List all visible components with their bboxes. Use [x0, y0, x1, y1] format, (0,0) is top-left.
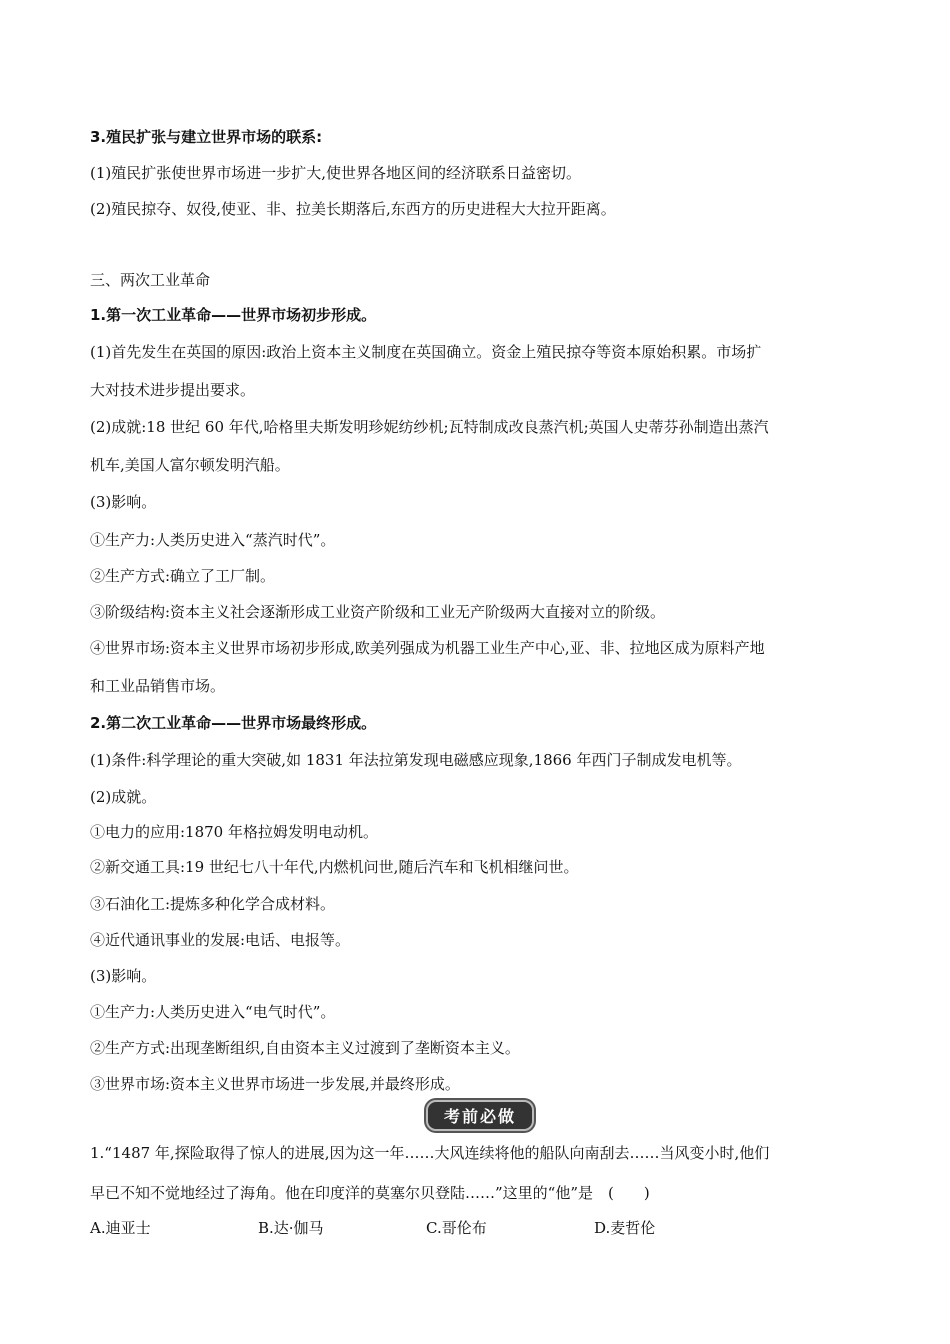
list-item: ④近代通讯事业的发展:电话、电报等。 — [90, 931, 351, 949]
option-d[interactable]: D.麦哲伦 — [594, 1219, 656, 1237]
list-item: ②生产方式:出现垄断组织,自由资本主义过渡到了垄断资本主义。 — [90, 1039, 520, 1057]
paragraph: (1)条件:科学理论的重大突破,如 1831 年法拉第发现电磁感应现象,1866 年西门子制成发电机等。 — [90, 751, 742, 769]
question-text: 1.“1487 年,探险取得了惊人的进展,因为这一年……大风连续将他的船队向南刮去……当风变小时,他们 — [90, 1144, 770, 1162]
list-item: ②新交通工具:19 世纪七八十年代,内燃机问世,随后汽车和飞机相继问世。 — [90, 858, 579, 876]
answer-options — [90, 1218, 870, 1240]
paragraph: 机车,美国人富尔顿发明汽船。 — [90, 456, 290, 474]
list-item: ③世界市场:资本主义世界市场进一步发展,并最终形成。 — [90, 1075, 460, 1093]
badge-container — [90, 1100, 870, 1130]
section-heading-second-revolution: 2.第二次工业革命——世界市场最终形成。 — [90, 714, 377, 732]
section-heading-colonial-links: 3.殖民扩张与建立世界市场的联系: — [90, 128, 323, 146]
option-a[interactable]: A.迪亚士 — [90, 1219, 151, 1237]
paragraph: (3)影响。 — [90, 493, 157, 511]
list-item: ②生产方式:确立了工厂制。 — [90, 567, 276, 585]
list-item: ③阶级结构:资本主义社会逐渐形成工业资产阶级和工业无产阶级两大直接对立的阶级。 — [90, 603, 666, 621]
paragraph: (2)殖民掠夺、奴役,使亚、非、拉美长期落后,东西方的历史进程大大拉开距离。 — [90, 200, 616, 218]
paragraph: 大对技术进步提出要求。 — [90, 381, 256, 399]
option-b[interactable]: B.达·伽马 — [258, 1219, 324, 1237]
option-c[interactable]: C.哥伦布 — [426, 1219, 487, 1237]
list-item: ④世界市场:资本主义世界市场初步形成,欧美列强成为机器工业生产中心,亚、非、拉地区成为原料产地 — [90, 639, 765, 657]
list-item: 和工业品销售市场。 — [90, 677, 226, 695]
paragraph: (2)成就:18 世纪 60 年代,哈格里夫斯发明珍妮纺纱机;瓦特制成改良蒸汽机;英国人史蒂芬孙制造出蒸汽 — [90, 418, 769, 436]
exam-badge: 考前必做 — [426, 1100, 534, 1131]
paragraph: (1)殖民扩张使世界市场进一步扩大,使世界各地区间的经济联系日益密切。 — [90, 164, 582, 182]
paragraph: (2)成就。 — [90, 788, 157, 806]
list-item: ①电力的应用:1870 年格拉姆发明电动机。 — [90, 823, 378, 841]
part-title: 三、两次工业革命 — [90, 271, 211, 289]
list-item: ①生产力:人类历史进入“电气时代”。 — [90, 1003, 336, 1021]
paragraph: (3)影响。 — [90, 967, 157, 985]
list-item: ①生产力:人类历史进入“蒸汽时代”。 — [90, 531, 336, 549]
paragraph: (1)首先发生在英国的原因:政治上资本主义制度在英国确立。资金上殖民掠夺等资本原始积累。市场扩 — [90, 343, 762, 361]
list-item: ③石油化工:提炼多种化学合成材料。 — [90, 895, 336, 913]
document-page — [90, 0, 870, 1344]
question-text: 早已不知不觉地经过了海角。他在印度洋的莫塞尔贝登陆……”这里的“他”是 ( ) — [90, 1184, 650, 1202]
section-heading-first-revolution: 1.第一次工业革命——世界市场初步形成。 — [90, 306, 377, 324]
